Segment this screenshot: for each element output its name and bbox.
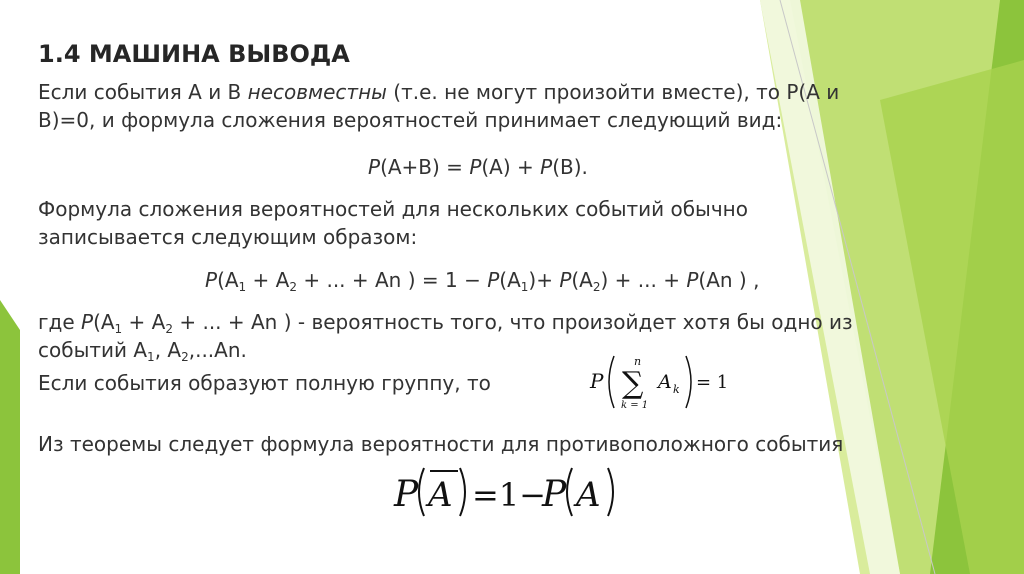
text-span: Если события А и В	[38, 80, 248, 104]
subscript: 1	[114, 322, 123, 336]
p-symbol: P	[205, 268, 218, 292]
text-span: (An ) ,	[698, 268, 760, 292]
text-span: (A	[217, 268, 239, 292]
text-span: ,...An.	[188, 338, 247, 362]
text-span: , А	[154, 338, 182, 362]
subscript: 2	[289, 280, 297, 294]
paragraph-line	[38, 308, 853, 336]
text-span: (A) +	[481, 155, 541, 179]
sum-lower-limit: k = 1	[621, 400, 649, 411]
paragraph-line: записывается следующим образом:	[38, 225, 418, 249]
equals-one-minus: =1−	[472, 476, 546, 514]
p-symbol: P	[590, 369, 604, 393]
right-paren	[608, 468, 613, 516]
formula-sum-equals-one	[588, 348, 738, 416]
subscript: 2	[165, 322, 173, 336]
paragraph-line	[38, 78, 839, 106]
text-span: где	[38, 310, 81, 334]
subscript: 1	[147, 350, 155, 364]
paragraph-line: Формула сложения вероятностей для нескольких событий обычно	[38, 197, 748, 221]
text-span: (A	[93, 310, 115, 334]
text-span: + ... + An ) = 1 −	[296, 268, 488, 292]
text-span: (т.е. не могут произойти вместе), то Р(А и	[386, 80, 840, 104]
p-symbol: P	[81, 310, 94, 334]
text-span: ) + ... +	[600, 268, 687, 292]
subscript: 2	[592, 280, 601, 294]
p-symbol: P	[686, 268, 699, 292]
subscript: 2	[181, 350, 189, 364]
p-symbol: P	[394, 474, 419, 515]
right-paren	[460, 468, 465, 516]
sum-upper-limit: n	[634, 355, 642, 368]
left-paren	[567, 468, 572, 516]
p-symbol: P	[368, 155, 381, 179]
a-symbol: A	[428, 475, 453, 515]
emphasis-text: несовместны	[247, 80, 387, 104]
paragraph-disjoint-events	[38, 78, 839, 134]
right-paren	[686, 356, 691, 408]
paragraph-theorem: Из теоремы следует формула вероятности для противоположного события	[38, 432, 844, 456]
k-subscript: k	[673, 383, 680, 396]
slide-title: 1.4 МАШИНА ВЫВОДА	[38, 40, 350, 68]
subscript: 1	[238, 280, 247, 294]
left-paren	[609, 356, 614, 408]
text-span: (A	[571, 268, 593, 292]
paragraph-full-group: Если события образуют полную группу, то	[38, 371, 491, 395]
formula-addition-many	[205, 266, 759, 294]
left-paren	[419, 468, 424, 516]
formula-addition-two	[368, 153, 588, 181]
p-symbol: P	[540, 155, 553, 179]
p-symbol: P	[559, 268, 572, 292]
text-span: + ... + An ) - вероятность того, что произойдет хотя бы одно из	[172, 310, 853, 334]
text-span: (A+B) =	[380, 155, 470, 179]
text-span: + A	[122, 310, 166, 334]
text-span: (B).	[552, 155, 588, 179]
a-symbol: A	[658, 371, 672, 393]
p-symbol: P	[487, 268, 500, 292]
text-span: (A	[499, 268, 521, 292]
text-span: + A	[246, 268, 290, 292]
text-span: событий А	[38, 338, 148, 362]
subscript: 1	[520, 280, 529, 294]
formula-complement	[392, 460, 622, 522]
p-symbol: P	[542, 474, 567, 515]
sigma-symbol: ∑	[622, 366, 644, 401]
paragraph-line: В)=0, и формула сложения вероятностей принимает следующий вид:	[38, 108, 783, 132]
text-span: )+	[528, 268, 560, 292]
p-symbol: P	[469, 155, 482, 179]
paragraph-several-events	[38, 195, 748, 251]
equals-one: = 1	[696, 372, 729, 393]
a-symbol: A	[576, 475, 601, 515]
